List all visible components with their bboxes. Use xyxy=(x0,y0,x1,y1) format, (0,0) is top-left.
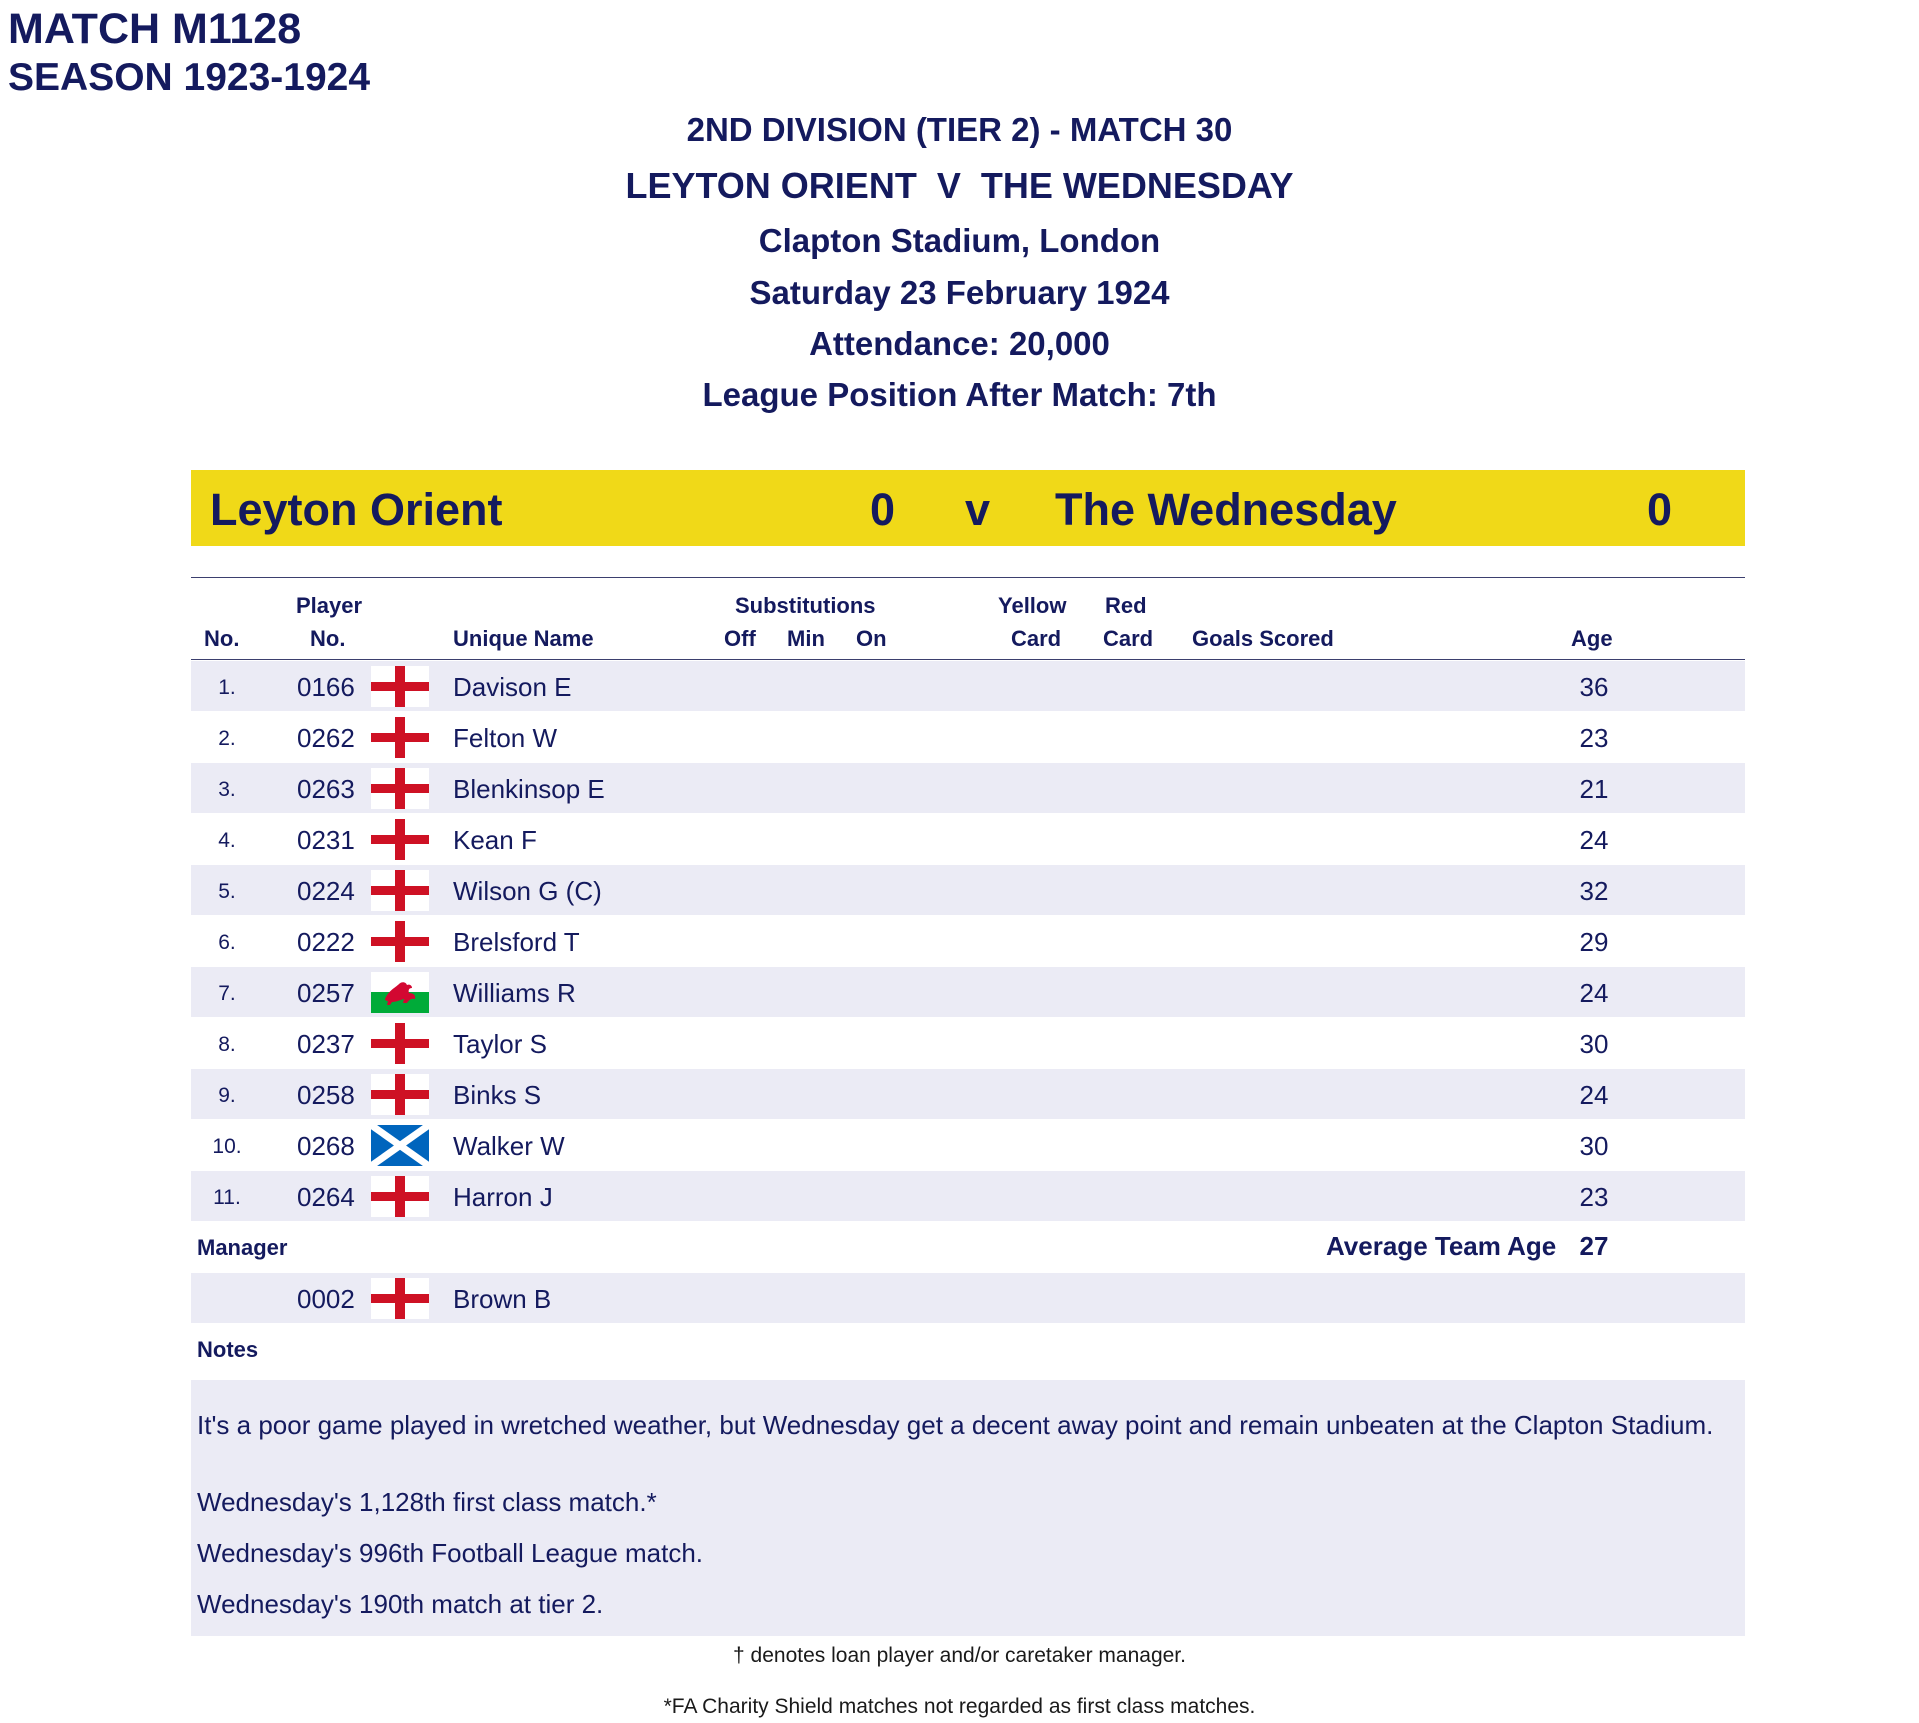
player-name: Felton W xyxy=(453,723,558,753)
match-code: MATCH M1128 xyxy=(8,5,302,53)
england-flag-icon xyxy=(371,1023,429,1064)
player-name: Blenkinsop E xyxy=(453,774,605,804)
player-name: Binks S xyxy=(453,1080,542,1110)
notes-box xyxy=(191,1380,1745,1636)
row-number: 10. xyxy=(212,1135,242,1158)
player-name: Harron J xyxy=(453,1182,553,1212)
england-flag-icon xyxy=(371,921,429,962)
england-flag-icon xyxy=(371,870,429,911)
row-number: 4. xyxy=(218,829,236,852)
col-red-top: Red xyxy=(1105,593,1147,618)
table-row xyxy=(191,1171,1745,1221)
england-flag-icon xyxy=(371,666,429,707)
col-player-top: Player xyxy=(296,593,363,618)
player-age: 24 xyxy=(1579,978,1609,1008)
wales-flag-icon xyxy=(371,972,429,1013)
league-position: League Position After Match: 7th xyxy=(702,376,1217,413)
player-name: Brelsford T xyxy=(453,927,580,957)
england-flag-icon xyxy=(371,819,429,860)
player-number: 0268 xyxy=(297,1131,355,1161)
player-age: 23 xyxy=(1579,1182,1609,1212)
note-line: Wednesday's 1,128th first class match.* xyxy=(197,1487,657,1517)
player-number: 0166 xyxy=(297,672,355,702)
col-yellow-bottom: Card xyxy=(1011,626,1062,651)
player-age: 30 xyxy=(1579,1029,1609,1059)
col-player-bottom: No. xyxy=(310,626,346,651)
attendance: Attendance: 20,000 xyxy=(809,325,1110,362)
away-team: The Wednesday xyxy=(1055,484,1397,535)
table-row xyxy=(191,763,1745,813)
player-name: Walker W xyxy=(453,1131,565,1161)
score-separator: v xyxy=(965,484,991,535)
player-age: 23 xyxy=(1579,723,1609,753)
england-flag-icon xyxy=(371,768,429,809)
player-name: Davison E xyxy=(453,672,572,702)
score-bar xyxy=(191,470,1745,546)
player-number: 0222 xyxy=(297,927,355,957)
scotland-flag-icon xyxy=(371,1125,429,1166)
row-number: 5. xyxy=(218,880,236,903)
col-sub-off: Off xyxy=(724,626,756,651)
fixture-title: LEYTON ORIENT V THE WEDNESDAY xyxy=(625,165,1294,206)
row-number: 3. xyxy=(218,778,236,801)
player-age: 24 xyxy=(1579,825,1609,855)
col-unique-name: Unique Name xyxy=(453,626,594,651)
player-name: Wilson G (C) xyxy=(453,876,602,906)
note-line: It's a poor game played in wretched weather, but Wednesday get a decent away point and remain unbeaten at the Clapton Stadium. xyxy=(197,1410,1714,1440)
table-row xyxy=(191,967,1745,1017)
note-line: Wednesday's 190th match at tier 2. xyxy=(197,1589,604,1619)
table-row xyxy=(191,712,1745,762)
england-flag-icon xyxy=(371,1278,429,1319)
player-age: 36 xyxy=(1579,672,1609,702)
row-number: 2. xyxy=(218,727,236,750)
table-row xyxy=(191,1120,1745,1170)
table-row xyxy=(191,1018,1745,1068)
player-age: 29 xyxy=(1579,927,1609,957)
player-number: 0237 xyxy=(297,1029,355,1059)
notes-label: Notes xyxy=(197,1337,259,1362)
player-number: 0264 xyxy=(297,1182,355,1212)
table-row xyxy=(191,865,1745,915)
england-flag-icon xyxy=(371,1074,429,1115)
row-number: 7. xyxy=(218,982,236,1005)
england-flag-icon xyxy=(371,717,429,758)
col-sub-min: Min xyxy=(787,626,825,651)
col-sub-on: On xyxy=(856,626,887,651)
col-goals-scored: Goals Scored xyxy=(1192,626,1334,651)
division-line: 2ND DIVISION (TIER 2) - MATCH 30 xyxy=(686,111,1233,148)
col-red-bottom: Card xyxy=(1103,626,1154,651)
table-row xyxy=(191,661,1745,711)
player-name: Williams R xyxy=(453,978,576,1008)
player-age: 24 xyxy=(1579,1080,1609,1110)
player-number: 0262 xyxy=(297,723,355,753)
player-age: 21 xyxy=(1579,774,1609,804)
header-top-rule xyxy=(191,577,1745,578)
match-date: Saturday 23 February 1924 xyxy=(749,274,1170,311)
player-age: 30 xyxy=(1579,1131,1609,1161)
table-row xyxy=(191,1069,1745,1119)
footnote-loan: † denotes loan player and/or caretaker manager. xyxy=(733,1644,1186,1667)
col-yellow-top: Yellow xyxy=(998,593,1067,618)
venue: Clapton Stadium, London xyxy=(758,222,1161,259)
row-number: 1. xyxy=(218,676,236,699)
manager-name: Brown B xyxy=(453,1284,552,1314)
col-no: No. xyxy=(204,626,240,651)
player-number: 0263 xyxy=(297,774,355,804)
player-number: 0224 xyxy=(297,876,355,906)
row-number: 8. xyxy=(218,1033,236,1056)
average-age-label: Average Team Age xyxy=(1326,1231,1557,1261)
player-name: Kean F xyxy=(453,825,537,855)
table-row xyxy=(191,916,1745,966)
table-row xyxy=(191,814,1745,864)
average-age-value: 27 xyxy=(1579,1231,1609,1261)
col-age: Age xyxy=(1571,626,1613,651)
row-number: 6. xyxy=(218,931,236,954)
footnote-charity-shield: *FA Charity Shield matches not regarded as first class matches. xyxy=(663,1695,1256,1718)
row-number: 11. xyxy=(213,1186,241,1209)
home-team: Leyton Orient xyxy=(210,484,503,535)
season-title: SEASON 1923-1924 xyxy=(8,56,371,99)
away-goals: 0 xyxy=(1647,484,1673,535)
manager-row xyxy=(191,1273,1745,1323)
note-line: Wednesday's 996th Football League match. xyxy=(197,1538,704,1568)
player-name: Taylor S xyxy=(453,1029,547,1059)
england-flag-icon xyxy=(371,1176,429,1217)
player-number: 0258 xyxy=(297,1080,355,1110)
home-goals: 0 xyxy=(870,484,896,535)
col-substitutions: Substitutions xyxy=(735,593,876,618)
header-bottom-rule xyxy=(191,659,1745,660)
manager-number: 0002 xyxy=(297,1284,355,1314)
player-age: 32 xyxy=(1579,876,1609,906)
player-number: 0231 xyxy=(297,825,355,855)
row-number: 9. xyxy=(218,1084,236,1107)
player-number: 0257 xyxy=(297,978,355,1008)
manager-label: Manager xyxy=(197,1235,288,1260)
